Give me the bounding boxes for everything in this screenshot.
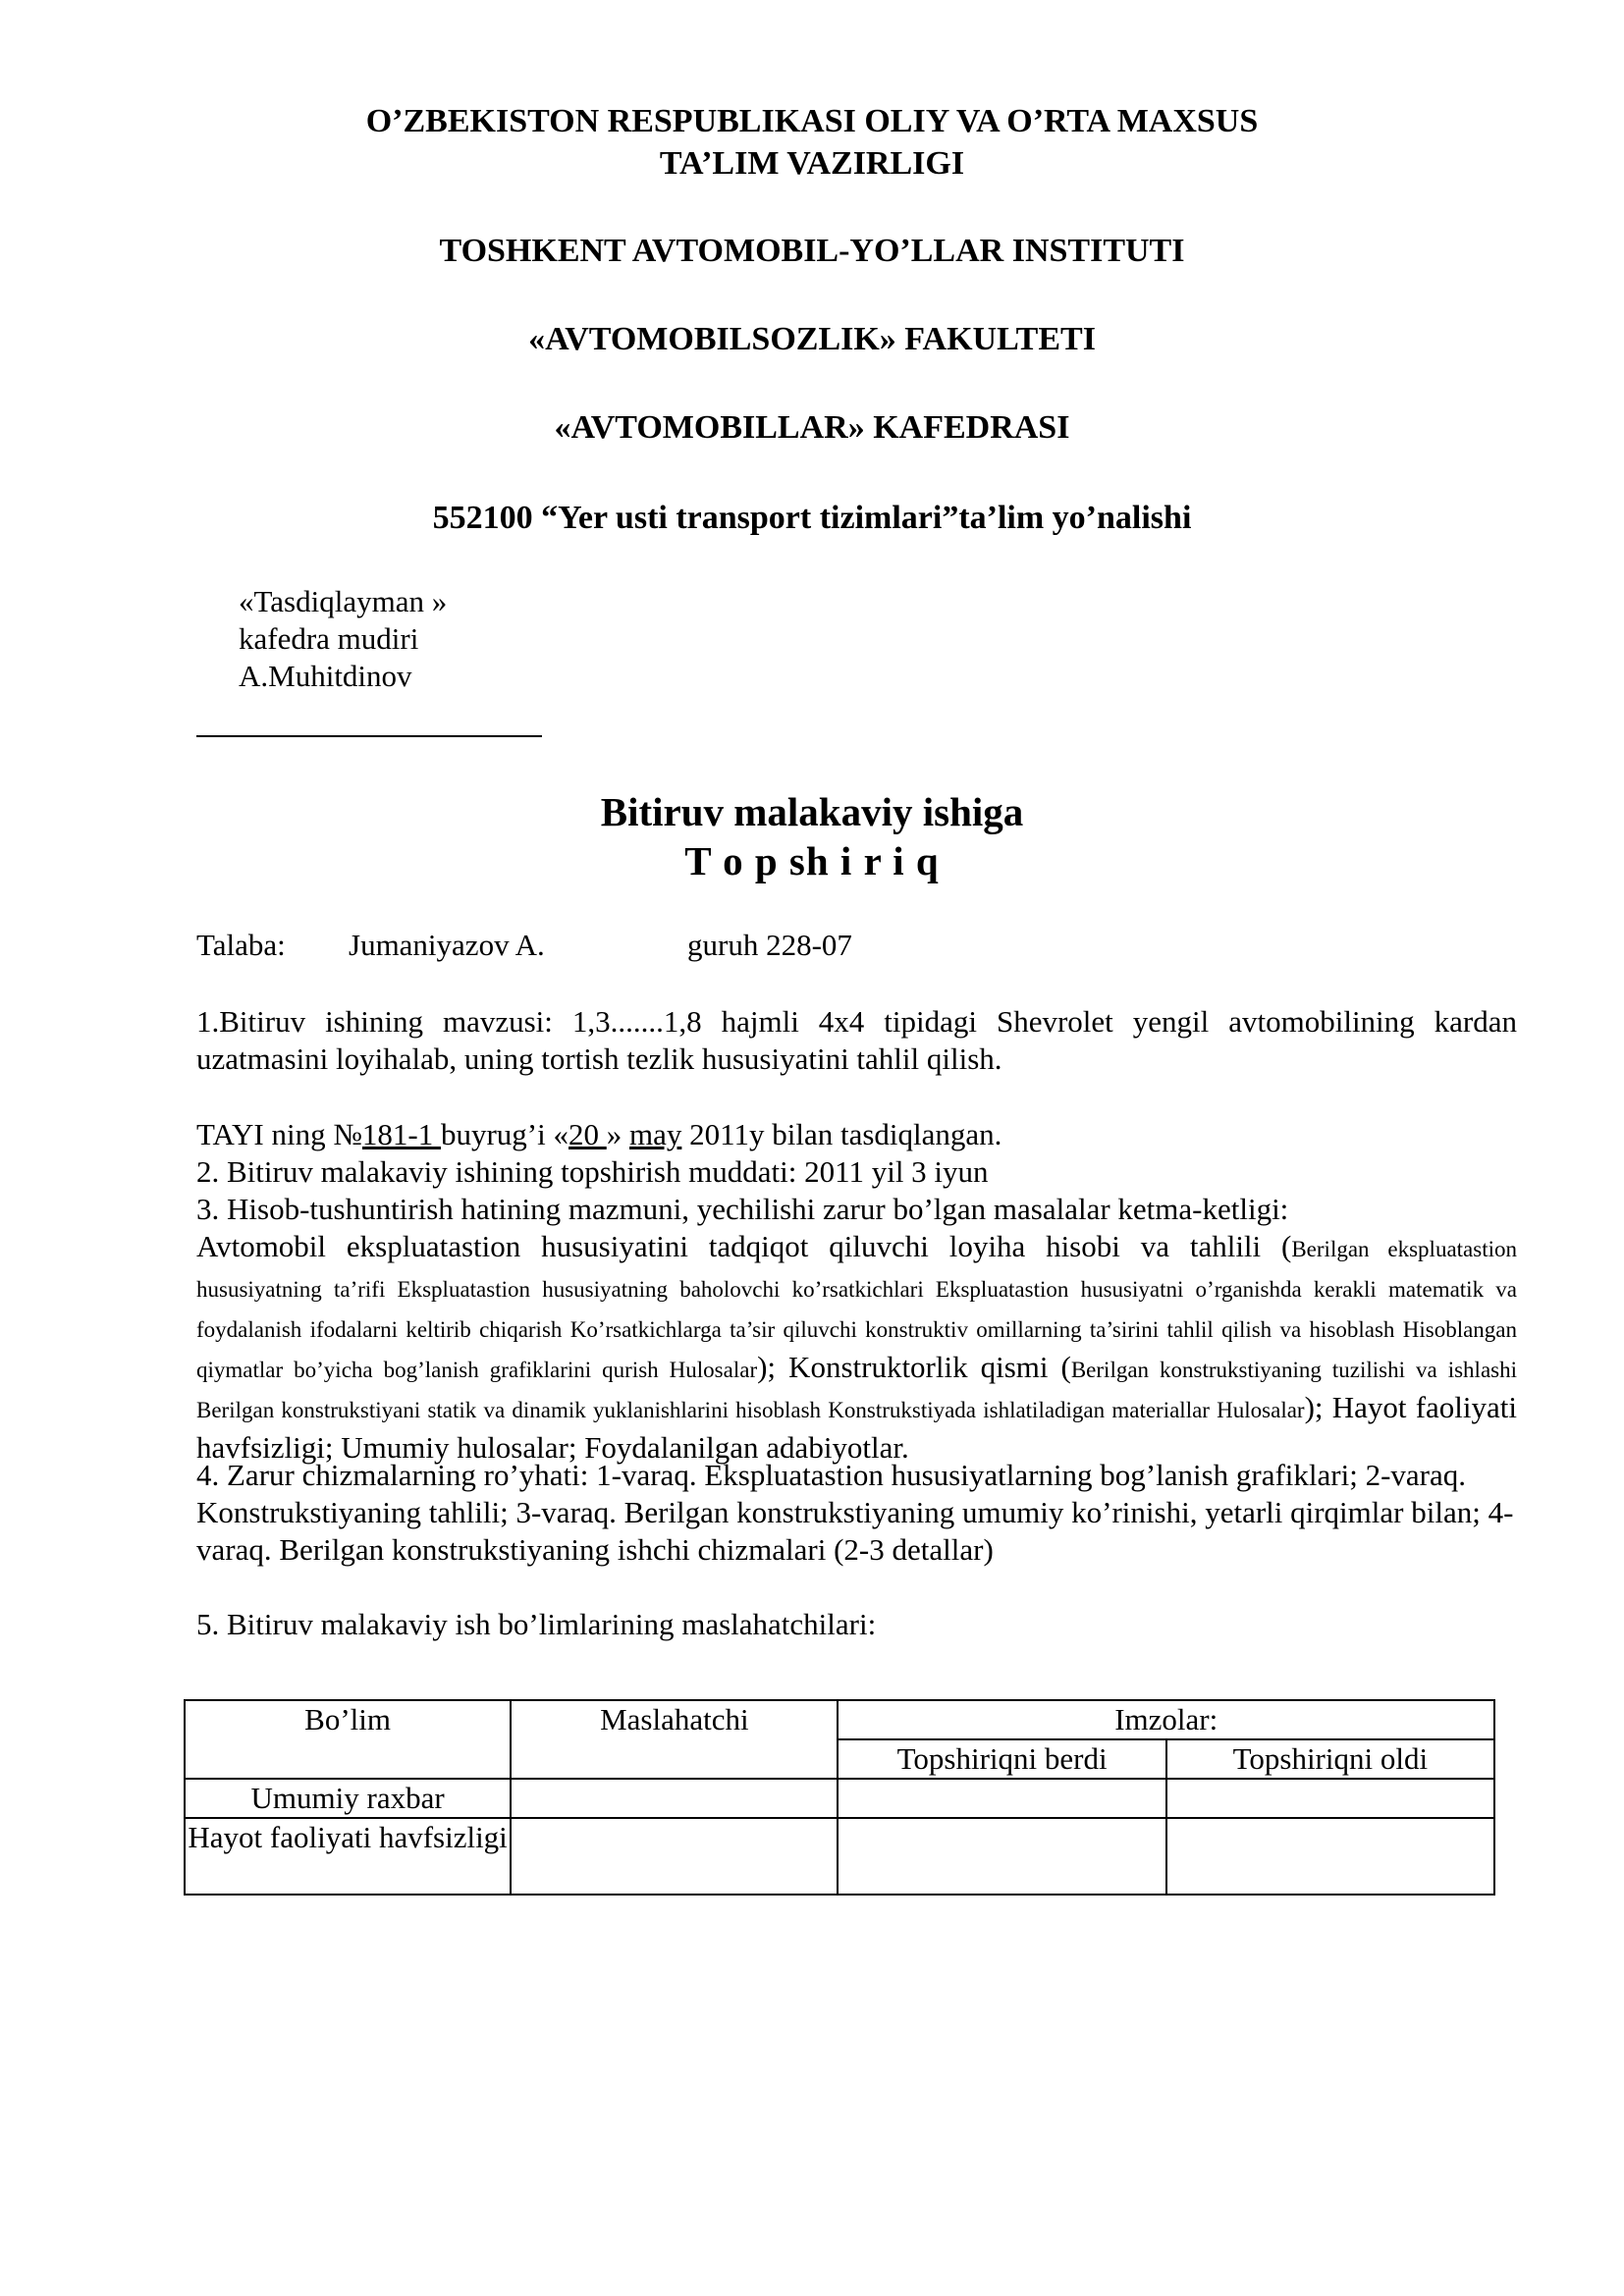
student-group: guruh 228-07 [687, 928, 852, 962]
row-received-cell [1166, 1779, 1494, 1818]
header-advisor: Maslahatchi [511, 1700, 838, 1779]
header-section: Bo’lim [185, 1700, 511, 1779]
section-1-topic: 1.Bitiruv ishining mavzusi: 1,3.......1,8 hajmli 4x4 tipidagi Shevrolet yengil avtomobilining kardan uzatmasini loyihalab, uning tortish tezlik hususiyatini tahlil qilish. [196, 1004, 1517, 1076]
order-mid: » [606, 1117, 629, 1151]
section-3-part-1-detail: Berilgan ekspluatastion hususiyatning ta’rifi Ekspluatastion hususiyatning baholovchi ko’rsatkichlari Ekspluatastion hususiyatni o’rganishda kerakli matematik va foydalanish ifodalarni keltirib chiqarish Ko’rsatkichlarga ta’sir qiluvchi konstruktiv omillarning ta’sirini tahlil qilish va hisoblash Hisoblangan qiymatlar bo’yicha bog’lanish grafiklarini qurish Hulosalar [196, 1237, 1517, 1382]
row-section: Umumiy raxbar [185, 1779, 511, 1818]
table-header-row [185, 1700, 1494, 1739]
order-suffix: 2011y bilan tasdiqlangan. [681, 1117, 1002, 1151]
document-title: Bitiruv malakaviy ishiga [600, 789, 1024, 834]
student-name: Jumaniyazov A. [349, 928, 545, 962]
program-name: 552100 “Yer usti transport tizimlari”ta’lim yo’nalishi [432, 500, 1192, 536]
advisors-table [184, 1699, 1495, 1896]
student-line [196, 927, 852, 964]
order-word: buyrug’i « [440, 1117, 568, 1151]
order-prefix: TAYI ning № [196, 1117, 362, 1151]
ministry-line-2: TA’LIM VAZIRLIGI [659, 145, 965, 182]
section-5-advisors: 5. Bitiruv malakaviy ish bo’limlarining maslahatchilari: [196, 1607, 877, 1641]
order-number: 181-1 [361, 1117, 441, 1151]
section-3-heading: 3. Hisob-tushuntirish hatining mazmuni, yechilishi zarur bo’lgan masalalar ketma-ketligi: [196, 1192, 1289, 1226]
table-row [185, 1818, 1494, 1895]
section-4-drawings: 4. Zarur chizmalarning ro’yhati: 1-varaq. Ekspluatastion hususiyatlarning bog’lanish grafiklari; 2-varaq. Konstrukstiyaning tahlili; 3-varaq. Berilgan konstrukstiyaning umumiy ko’rinishi, yetarli qirqimlar bilan; 4-varaq. Berilgan konstrukstiyaning ishchi chizmalari (2-3 detallar) [196, 1458, 1514, 1567]
table-row [185, 1779, 1494, 1818]
order-day: 20 [568, 1117, 607, 1151]
institute-name: TOSHKENT AVTOMOBIL-YO’LLAR INSTITUTI [439, 233, 1185, 269]
approval-line-3: A.Muhitdinov [239, 659, 412, 693]
section-3-part-1: Avtomobil ekspluatastion hususiyatini tadqiqot qiluvchi loyiha hisobi va tahlili ( [196, 1229, 1292, 1263]
section-3-part-3: ); Hayot faoliyati havfsizligi; Umumiy hulosalar; Foydalanilgan adabiyotlar. [196, 1390, 1517, 1465]
ministry-line-1: O’ZBEKISTON RESPUBLIKASI OLIY VA O’RTA MAXSUS [365, 103, 1259, 139]
row-gave-cell [838, 1779, 1165, 1818]
row-gave-cell [838, 1818, 1165, 1895]
section-3-content [196, 1228, 1517, 1467]
order-month: may [629, 1117, 682, 1151]
row-advisor-cell [511, 1818, 838, 1895]
order-line [196, 1116, 1001, 1153]
approval-line-2: kafedra mudiri [239, 621, 419, 656]
student-label: Talaba [196, 928, 278, 962]
section-2-deadline: 2. Bitiruv malakaviy ishining topshirish muddati: 2011 yil 3 iyun [196, 1154, 989, 1189]
approval-line-1: «Tasdiqlayman » [239, 584, 448, 618]
signature-line [196, 735, 542, 737]
student-colon: : [277, 928, 286, 962]
section-3-part-2: ); Konstruktorlik qismi ( [757, 1350, 1071, 1384]
row-section: Hayot faoliyati havfsizligi [185, 1818, 511, 1895]
header-gave: Topshiriqni berdi [838, 1739, 1165, 1779]
header-signatures: Imzolar: [838, 1700, 1494, 1739]
row-received-cell [1166, 1818, 1494, 1895]
document-subtitle: T o p sh i r i q [684, 838, 940, 883]
row-advisor-cell [511, 1779, 838, 1818]
department-name: «AVTOMOBILLAR» KAFEDRASI [554, 409, 1070, 446]
section-3-part-2-detail: Berilgan konstrukstiyaning tuzilishi va ishlashi Berilgan konstrukstiyani statik va dinamik yuklanishlarini hisoblash Konstrukstiyada ishlatiladigan materiallar Hulosalar [196, 1358, 1517, 1422]
approval-block [239, 583, 447, 695]
header-received: Topshiriqni oldi [1166, 1739, 1494, 1779]
faculty-name: «AVTOMOBILSOZLIK» FAKULTETI [528, 321, 1096, 357]
